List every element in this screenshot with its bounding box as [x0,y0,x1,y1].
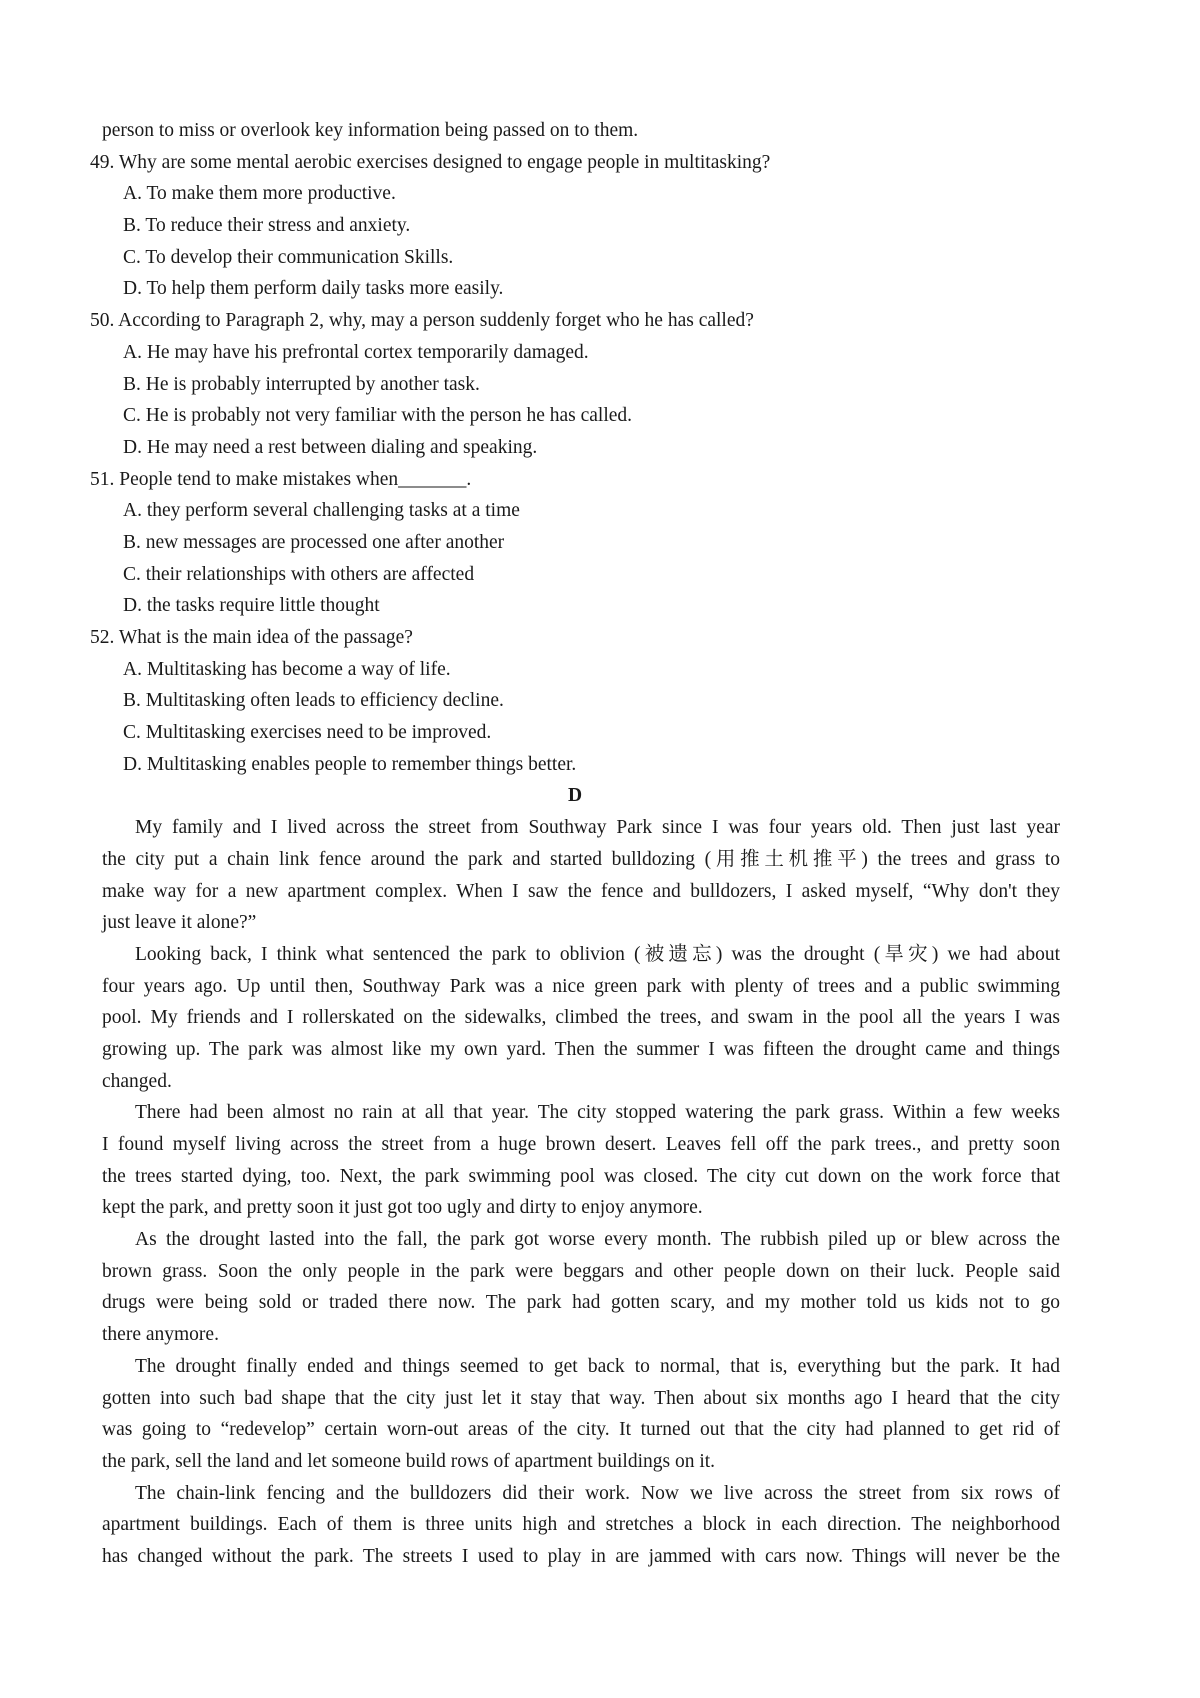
question-stem: 52. What is the main idea of the passage? [90,627,413,648]
option-d: D. To help them perform daily tasks more easily. [123,278,504,300]
paragraph-1 [90,812,1060,939]
paragraph-line: My family and I lived across the street from Southway Park since I was four years old. Then just last year [135,817,1060,839]
question-stem: 50. According to Paragraph 2, why, may a person suddenly forget who he has called? [90,310,754,332]
paragraph-line: Looking back, I think what sentenced the park to oblivion (被遗忘) was the drought (旱灾) we had about [135,943,1060,965]
option-d: D. Multitasking enables people to remember things better. [123,753,577,775]
paragraph-line: make way for a new apartment complex. When I saw the fence and bulldozers, I asked myself, “Why don't they [102,880,1060,902]
option-d: D. the tasks require little thought [123,595,380,617]
option-a: A. He may have his prefrontal cortex temporarily damaged. [123,341,589,363]
paragraph-line: apartment buildings. Each of them is three units high and stretches a block in each direction. The neighborhood [102,1514,1060,1536]
paragraph-line: There had been almost no rain at all that year. The city stopped watering the park grass. Within a few weeks [135,1102,1060,1124]
question-52 [90,622,1060,780]
paragraph-5 [90,1351,1060,1478]
question-50 [90,305,1060,463]
paragraph-6 [90,1478,1060,1573]
paragraph-line: As the drought lasted into the fall, the park got worse every month. The rubbish piled up or blew across the [135,1229,1060,1251]
option-a: A. they perform several challenging tasks at a time [123,500,520,522]
paragraph-line: I found myself living across the street from a huge brown desert. Leaves fell off the park trees., and pretty soon [102,1134,1060,1155]
paragraph-4 [90,1224,1060,1351]
option-d: D. He may need a rest between dialing and speaking. [123,436,538,458]
paragraph-line: gotten into such bad shape that the city just let it stay that way. Then about six months ago I heard that the city [102,1387,1060,1409]
paragraph-line: was going to “redevelop” certain worn-out areas of the city. It turned out that the city had planned to get rid of [102,1419,1060,1441]
paragraph-line: The chain-link fencing and the bulldozers did their work. Now we live across the street from six rows of [135,1482,1060,1504]
option-c: C. To develop their communication Skills. [123,246,454,268]
paragraph-line: has changed without the park. The streets I used to play in are jammed with cars now. Things will never be the [102,1545,1060,1567]
option-c: C. their relationships with others are affected [123,563,475,585]
paragraph-line: four years ago. Up until then, Southway Park was a nice green park with plenty of trees and a public swimming [102,975,1060,997]
paragraph-line: growing up. The park was almost like my own yard. Then the summer I was fifteen the drought came and things [102,1038,1060,1060]
passage [90,812,1060,1573]
paragraph-line: the trees started dying, too. Next, the park swimming pool was closed. The city cut down on the work force that [102,1165,1060,1187]
paragraph-line: changed. [102,1070,172,1092]
option-a: A. To make them more productive. [123,183,396,205]
paragraph-line: just leave it alone?” [102,912,257,934]
option-c: C. Multitasking exercises need to be improved. [123,722,492,744]
paragraph-line: kept the park, and pretty soon it just got too ugly and dirty to enjoy anymore. [102,1197,703,1219]
section-title: D [567,785,583,807]
option-b: B. new messages are processed one after another [123,531,505,553]
paragraph-line: brown grass. Soon the only people in the park were beggars and other people down on their luck. People said [102,1260,1060,1282]
paragraph-line: The drought finally ended and things seemed to get back to normal, that is, everything but the park. It had [135,1355,1060,1377]
question-51 [90,464,1060,622]
option-b: B. He is probably interrupted by another task. [123,373,480,395]
paragraph-line: the park, sell the land and let someone build rows of apartment buildings on it. [102,1450,716,1472]
paragraph-line: pool. My friends and I rollerskated on the sidewalks, climbed the trees, and swam in the pool all the years I was [102,1007,1060,1029]
option-b: B. To reduce their stress and anxiety. [123,215,411,237]
paragraph-3 [90,1097,1060,1224]
paragraph-2 [90,939,1060,1097]
paragraph-line: drugs were being sold or traded there now. The park had gotten scary, and my mother told us kids not to go [102,1292,1060,1314]
option-b: B. Multitasking often leads to efficiency decline. [123,690,504,712]
question-stem: 51. People tend to make mistakes when_______. [90,468,472,490]
paragraph-line: the city put a chain link fence around the park and started bulldozing (用推土机推平) the trees and grass to [102,848,1060,870]
question-49 [90,147,1060,305]
question-stem: 49. Why are some mental aerobic exercises designed to engage people in multitasking? [90,151,771,173]
questions-section [90,115,1060,1573]
option-a: A. Multitasking has become a way of life. [123,658,451,680]
option-c: C. He is probably not very familiar with the person he has called. [123,405,633,427]
paragraph-line: there anymore. [102,1324,219,1346]
intro-line: person to miss or overlook key information being passed on to them. [102,120,639,141]
